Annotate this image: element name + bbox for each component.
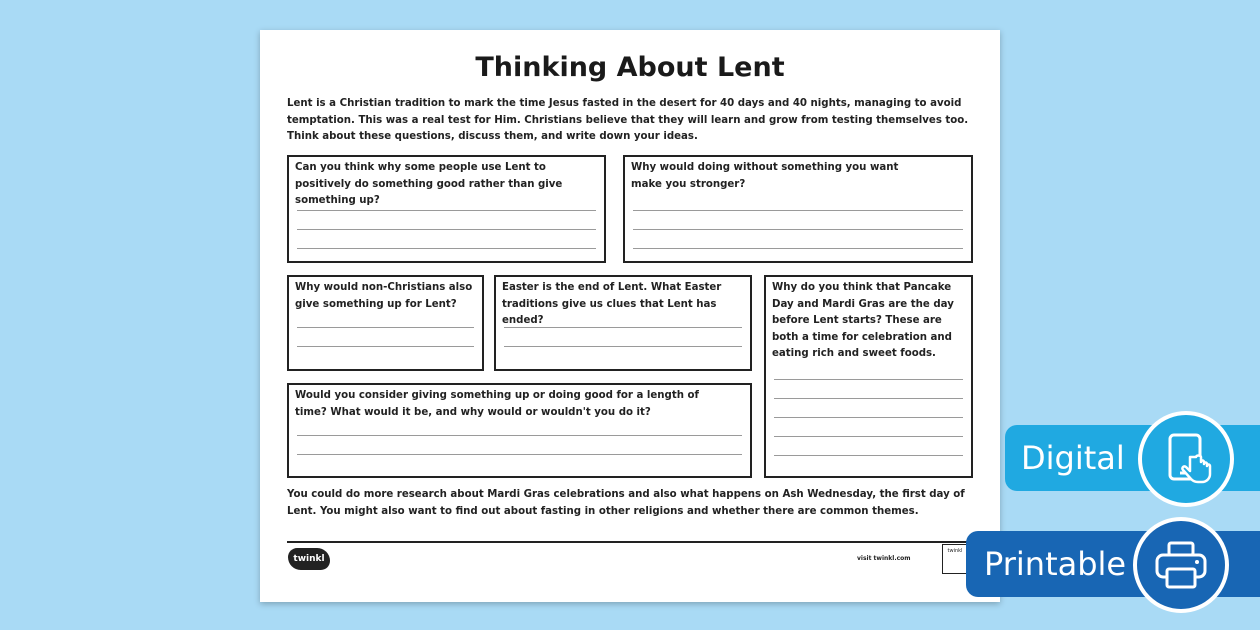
answer-line	[297, 327, 474, 328]
answer-line	[774, 436, 963, 437]
question-text: Easter is the end of Lent. What Easter traditions give us clues that Lent has ended?	[502, 282, 722, 326]
worksheet-title: Thinking About Lent	[475, 52, 785, 83]
digital-icon-circle	[1138, 411, 1234, 507]
question-box-giving-up	[287, 383, 752, 478]
answer-line	[297, 210, 596, 211]
question-text: Can you think why some people use Lent to positively do something good rather than give something up?	[295, 162, 563, 206]
worksheet-page	[260, 30, 1000, 602]
question-text: Would you consider giving something up or doing good for a length of time? What would it be, and why would or wouldn't you do it?	[295, 390, 699, 418]
question-box-non-christians	[287, 275, 484, 371]
answer-line	[774, 379, 963, 380]
answer-line	[633, 248, 963, 249]
answer-line	[297, 248, 596, 249]
question-box-stronger	[623, 155, 973, 263]
footer-divider	[287, 541, 973, 543]
answer-line	[297, 229, 596, 230]
tablet-touch-icon	[1156, 429, 1216, 489]
question-text: Why would doing without something you want make you stronger?	[631, 162, 899, 190]
question-box-pancake-day	[764, 275, 973, 478]
question-box-positive-lent	[287, 155, 606, 263]
intro-paragraph: Lent is a Christian tradition to mark the time Jesus fasted in the desert for 40 days and 40 nights, managing to avoid temptation. This was a real test for Him. Christians believe that they will learn and grow from testing themselves too. Think about these questions, discuss them, and write down your ideas.	[287, 98, 969, 142]
outro-paragraph: You could do more research about Mardi Gras celebrations and also what happens on Ash Wednesday, the first day of Lent. You might also want to find out about fasting in other religions and whether there are common themes.	[287, 489, 965, 517]
printable-label: Printable	[984, 545, 1127, 583]
answer-line	[774, 455, 963, 456]
footer-badge: twinkl	[942, 544, 968, 574]
digital-label: Digital	[1021, 439, 1125, 477]
twinkl-logo: twinkl	[288, 548, 330, 570]
printer-icon	[1151, 535, 1211, 595]
answer-line	[297, 435, 742, 436]
answer-line	[297, 454, 742, 455]
question-text: Why do you think that Pancake Day and Mardi Gras are the day before Lent starts? These are both a time for celebration and eating rich and sweet foods.	[772, 282, 954, 359]
answer-line	[633, 229, 963, 230]
answer-line	[774, 398, 963, 399]
answer-line	[504, 346, 742, 347]
footer-url: visit twinkl.com	[857, 555, 911, 562]
answer-line	[774, 417, 963, 418]
printable-icon-circle	[1133, 517, 1229, 613]
answer-line	[633, 210, 963, 211]
printable-badge[interactable]	[966, 531, 1260, 597]
question-text: Why would non-Christians also give something up for Lent?	[295, 282, 473, 310]
question-box-easter	[494, 275, 752, 371]
answer-line	[297, 346, 474, 347]
answer-line	[504, 327, 742, 328]
digital-badge[interactable]	[1005, 425, 1260, 491]
